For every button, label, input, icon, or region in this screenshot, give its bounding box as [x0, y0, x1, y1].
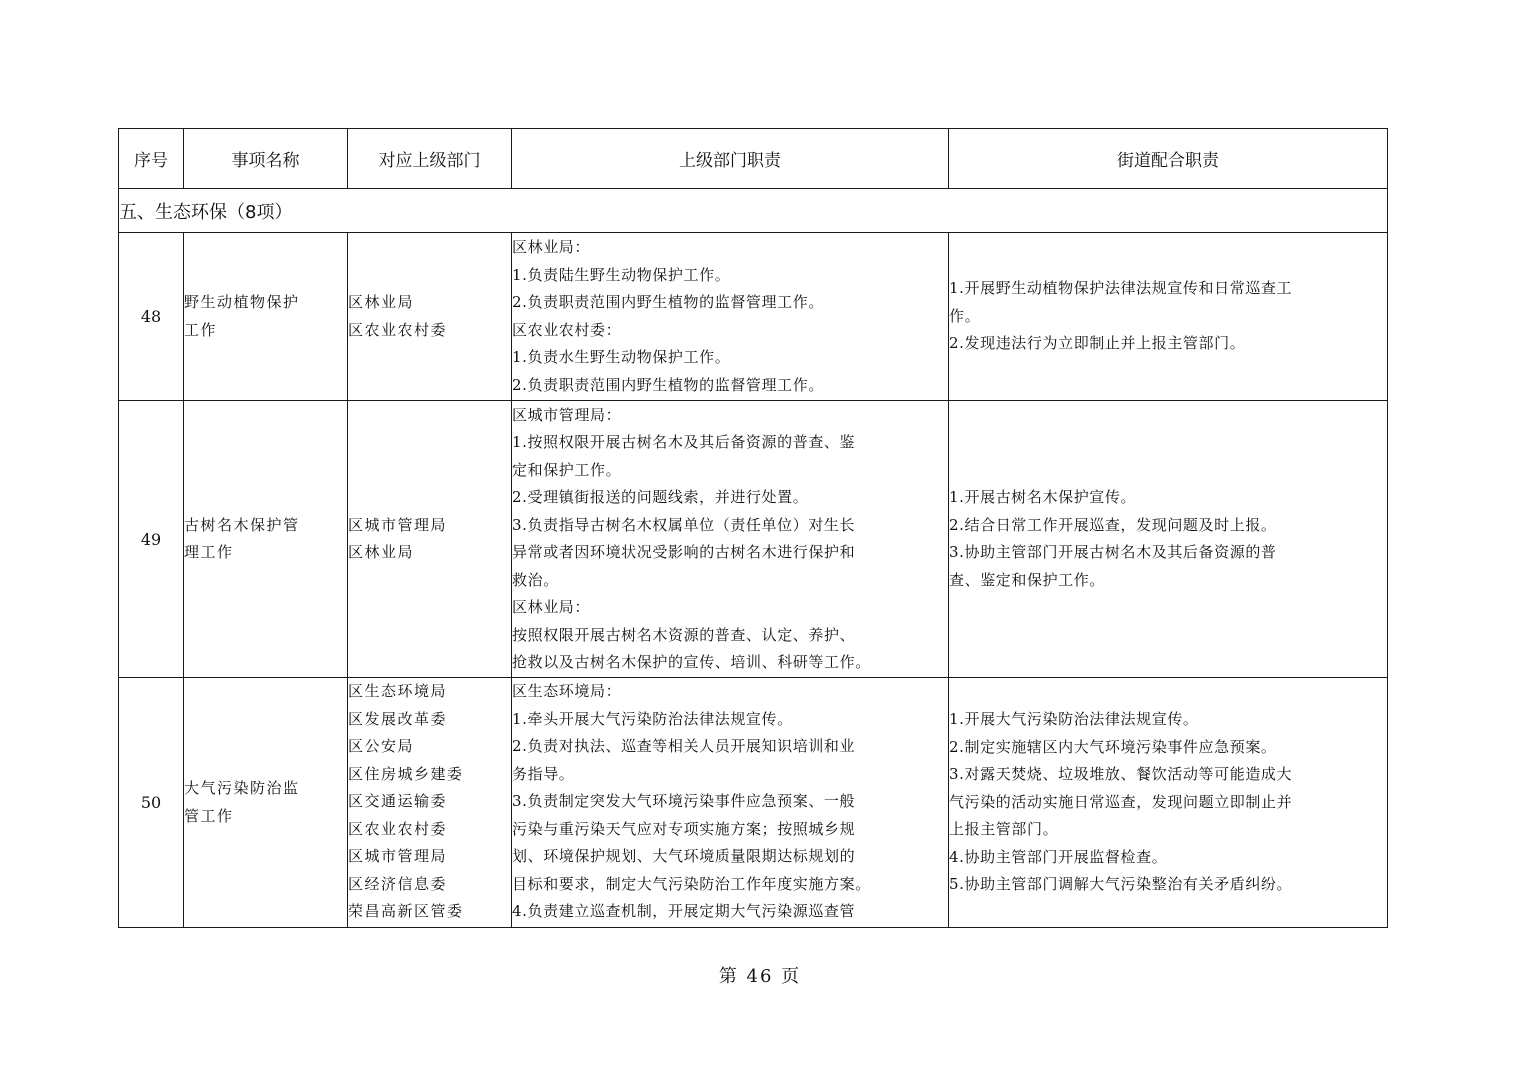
duty-line: 区林业局：: [512, 598, 591, 616]
duty-line: 按照权限开展古树名木资源的普查、认定、养护、: [512, 625, 856, 644]
duty-line: 区城市管理局：: [512, 405, 622, 424]
street-duty-line: 3.对露天焚烧、垃圾堆放、餐饮活动等可能造成大: [949, 765, 1293, 784]
header-seq: 序号: [119, 129, 184, 189]
duty-line: 1.负责陆生野生动物保护工作。: [512, 265, 731, 284]
street-duty-line: 2.制定实施辖区内大气环境污染事件应急预案。: [949, 737, 1277, 756]
duty-line: 目标和要求，制定大气污染防治工作年度实施方案。: [512, 874, 871, 893]
item-name-line: 野生动植物保护: [184, 293, 300, 311]
row-seq: 50: [119, 678, 184, 928]
dept-line: 荣昌高新区管委: [348, 902, 464, 920]
dept-line: 区公安局: [348, 737, 415, 755]
duty-line: 务指导。: [512, 764, 575, 783]
street-duty-line: 上报主管部门。: [949, 820, 1059, 839]
header-upper-duty: 上级部门职责: [512, 129, 949, 189]
section-title: 五、生态环保（8项）: [119, 189, 1388, 233]
street-duty-line: 1.开展野生动植物保护法律法规宣传和日常巡查工: [949, 279, 1293, 298]
item-name-line: 管工作: [184, 806, 234, 825]
item-name-line: 古树名木保护管: [184, 515, 300, 534]
street-duty-line: 1.开展大气污染防治法律法规宣传。: [949, 710, 1199, 729]
row-street-duty: [949, 401, 1388, 678]
dept-line: 区农业农村委: [348, 320, 448, 339]
row-item-name: [184, 401, 348, 678]
row-street-duty: [949, 233, 1388, 401]
dept-line: 区交通运输委: [348, 792, 448, 810]
street-duty-line: 2.发现违法行为立即制止并上报主管部门。: [949, 334, 1246, 353]
dept-line: 区城市管理局: [348, 515, 448, 534]
duty-line: 划、环境保护规划、大气环境质量限期达标规划的: [512, 847, 856, 865]
item-name-line: 大气污染防治监: [184, 779, 300, 797]
item-name-line: 工作: [184, 320, 218, 339]
duty-table: [118, 128, 1388, 928]
duty-line: 3.负责指导古树名木权属单位（责任单位）对生长: [512, 515, 856, 534]
table-row: [119, 401, 1388, 678]
row-upper-dept: [348, 233, 512, 401]
header-item-name: 事项名称: [184, 129, 348, 189]
row-seq: 48: [119, 233, 184, 401]
duty-line: 区林业局：: [512, 238, 591, 256]
page-number: 第 46 页: [718, 966, 802, 987]
row-item-name: [184, 233, 348, 401]
table-row: [119, 678, 1388, 928]
row-street-duty: [949, 678, 1388, 928]
section-row: [119, 189, 1388, 233]
duty-line: 2.负责对执法、巡查等相关人员开展知识培训和业: [512, 737, 856, 755]
duty-line: 2.负责职责范围内野生植物的监督管理工作。: [512, 293, 824, 311]
dept-line: 区发展改革委: [348, 709, 448, 728]
dept-line: 区林业局: [348, 293, 415, 311]
duty-line: 抢救以及古树名木保护的宣传、培训、科研等工作。: [512, 653, 871, 671]
row-seq: 49: [119, 401, 184, 678]
row-upper-dept: [348, 678, 512, 928]
street-duty-line: 查、鉴定和保护工作。: [949, 570, 1106, 589]
item-name-line: 理工作: [184, 543, 234, 561]
duty-line: 2.负责职责范围内野生植物的监督管理工作。: [512, 375, 824, 394]
row-upper-dept: [348, 401, 512, 678]
duty-line: 1.负责水生野生动物保护工作。: [512, 348, 731, 366]
street-duty-line: 1.开展古树名木保护宣传。: [949, 488, 1137, 506]
table-row: [119, 233, 1388, 401]
table-header-row: [119, 129, 1388, 189]
duty-line: 4.负责建立巡查机制，开展定期大气污染源巡查管: [512, 902, 856, 920]
street-duty-line: 气污染的活动实施日常巡查，发现问题立即制止并: [949, 792, 1293, 811]
street-duty-line: 4.协助主管部门开展监督检查。: [949, 847, 1168, 866]
duty-line: 污染与重污染天气应对专项实施方案；按照城乡规: [512, 819, 856, 838]
duty-line: 1.按照权限开展古树名木及其后备资源的普查、鉴: [512, 433, 856, 451]
dept-line: 区住房城乡建委: [348, 764, 464, 783]
street-duty-line: 3.协助主管部门开展古树名木及其后备资源的普: [949, 543, 1277, 561]
duty-line: 区生态环境局：: [512, 682, 622, 700]
dept-line: 区林业局: [348, 543, 415, 561]
row-upper-duty: [512, 233, 949, 401]
row-upper-duty: [512, 678, 949, 928]
street-duty-line: 作。: [949, 306, 981, 325]
duty-line: 区农业农村委：: [512, 320, 622, 339]
street-duty-line: 5.协助主管部门调解大气污染整治有关矛盾纠纷。: [949, 875, 1293, 894]
duty-line: 3.负责制定突发大气环境污染事件应急预案、一般: [512, 792, 856, 810]
row-upper-duty: [512, 401, 949, 678]
dept-line: 区城市管理局: [348, 847, 448, 865]
duty-line: 1.牵头开展大气污染防治法律法规宣传。: [512, 709, 793, 728]
dept-line: 区农业农村委: [348, 819, 448, 838]
row-item-name: [184, 678, 348, 928]
dept-line: 区经济信息委: [348, 874, 448, 893]
duty-line: 定和保护工作。: [512, 460, 622, 479]
duty-line: 异常或者因环境状况受影响的古树名木进行保护和: [512, 543, 856, 561]
header-street-duty: 街道配合职责: [949, 129, 1388, 189]
duty-line: 救治。: [512, 570, 559, 589]
header-upper-dept: 对应上级部门: [348, 129, 512, 189]
street-duty-line: 2.结合日常工作开展巡查，发现问题及时上报。: [949, 515, 1277, 534]
dept-line: 区生态环境局: [348, 682, 448, 700]
duty-line: 2.受理镇街报送的问题线索，并进行处置。: [512, 488, 809, 506]
